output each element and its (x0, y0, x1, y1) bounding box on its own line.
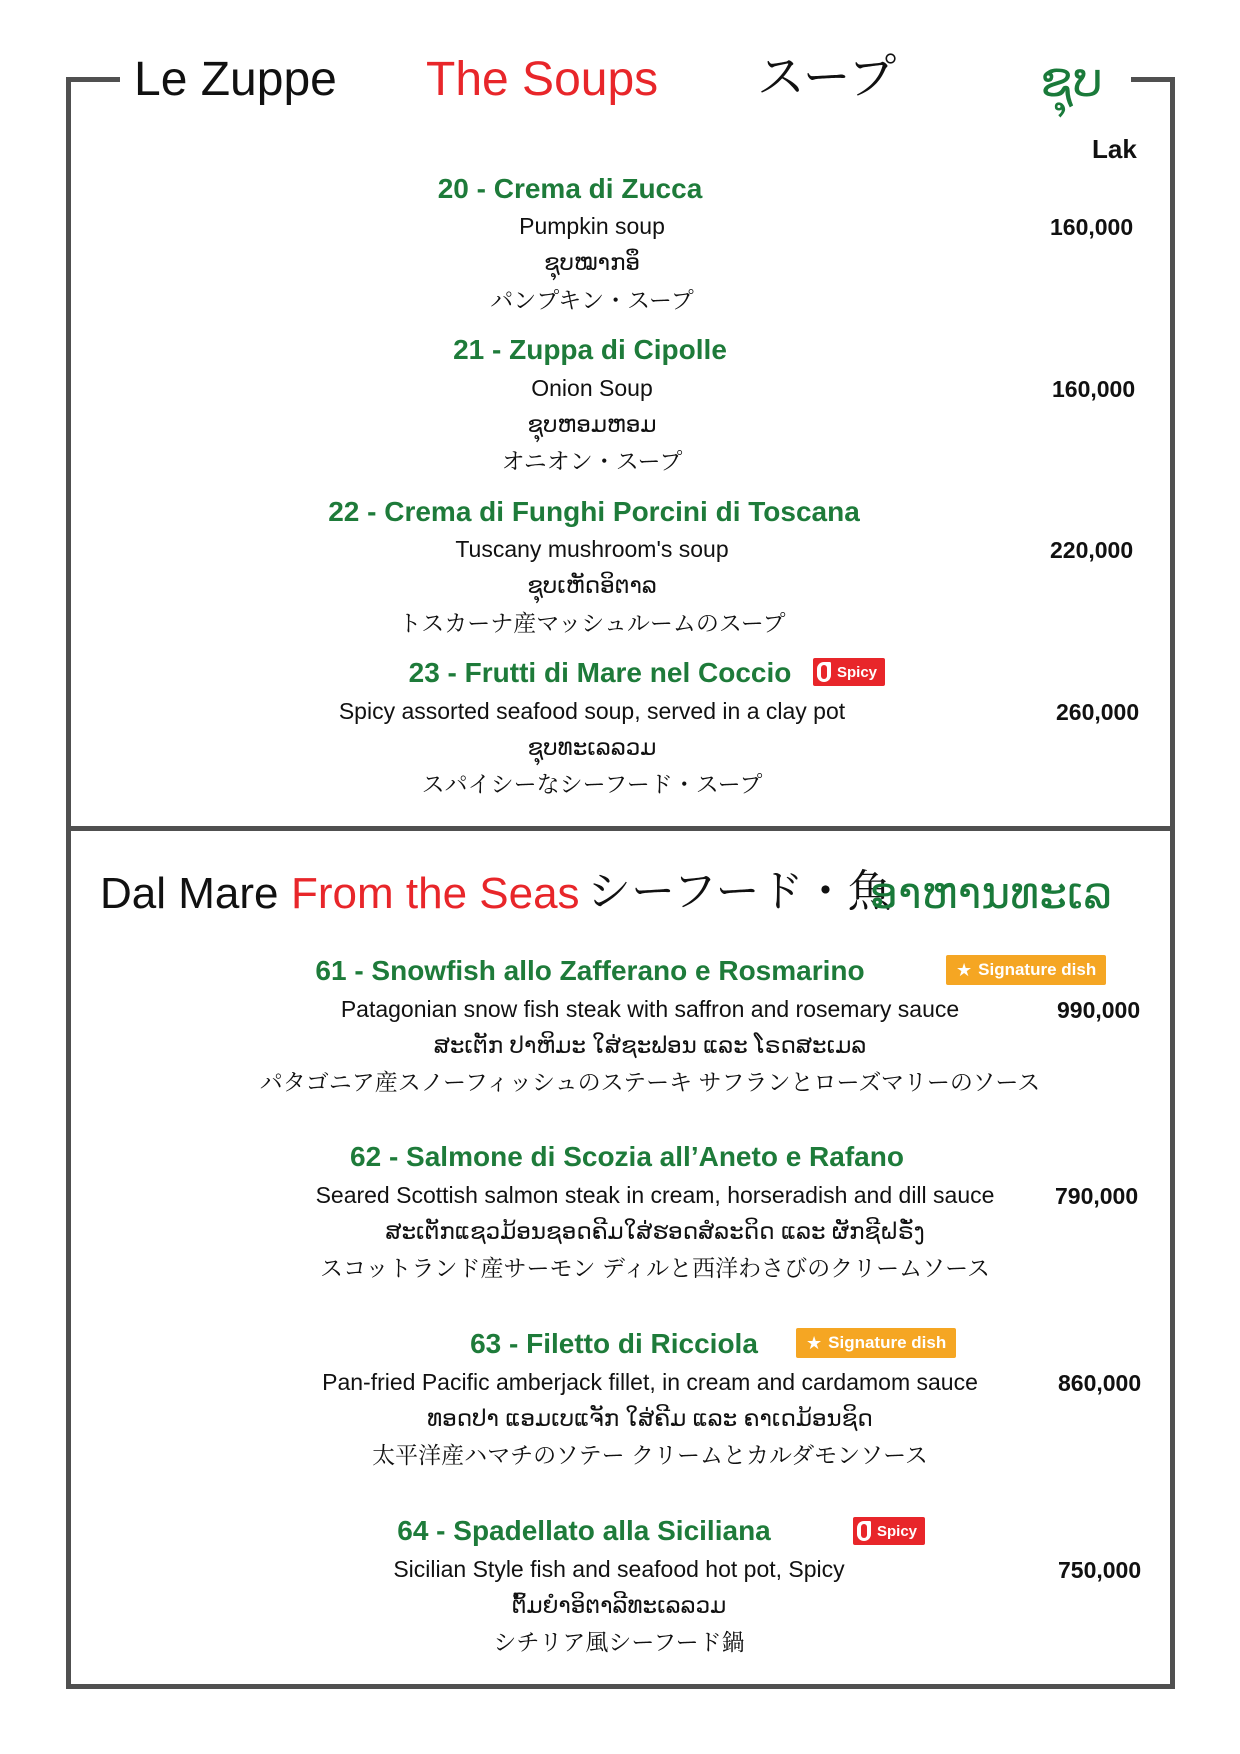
star-icon: ★ (956, 959, 973, 981)
item-price: 260,000 (1056, 699, 1140, 725)
item-english: Onion Soup (531, 375, 653, 401)
seas-header-lao: ອາຫານທະເລ (870, 868, 1113, 919)
item-japanese: オニオン・スープ (501, 448, 683, 474)
item-japanese: スコットランド産サーモン ディルと西洋わさびのクリームソース (320, 1255, 990, 1281)
item-price: 750,000 (1058, 1557, 1142, 1583)
item-japanese: 太平洋産ハマチのソテー クリームとカルダモンソース (372, 1442, 928, 1468)
item-title: 21 - Zuppa di Cipolle (453, 334, 727, 365)
item-title: 22 - Crema di Funghi Porcini di Toscana (328, 496, 860, 527)
item-lao: ສະເຕັກ ປາຫິມະ ໃສ່ຊະຟອນ ແລະ ໂຣດສະເມລ (433, 1032, 867, 1058)
item-english: Tuscany mushroom's soup (455, 536, 729, 562)
seas-header-english: From the Seas (291, 869, 580, 918)
item-price: 160,000 (1050, 214, 1134, 240)
item-english: Sicilian Style fish and seafood hot pot, Spicy (393, 1556, 845, 1582)
item-title: 61 - Snowfish allo Zafferano e Rosmarino (315, 955, 865, 986)
item-lao: ຊຸບຫອມຫອມ (527, 411, 657, 437)
item-price: 990,000 (1057, 997, 1141, 1023)
item-title: 62 - Salmone di Scozia all’Aneto e Rafano (350, 1141, 904, 1172)
signature-badge (796, 1328, 956, 1358)
soups-header-japanese: スープ (757, 51, 897, 104)
frame-bottom (66, 1684, 1175, 1689)
item-english: Seared Scottish salmon steak in cream, horseradish and dill sauce (315, 1182, 995, 1208)
item-japanese: パタゴニア産スノーフィッシュのステーキ サフランとローズマリーのソース (259, 1069, 1041, 1095)
frame-top-left (66, 77, 120, 82)
item-lao: ສະເຕັກແຊວມ້ອນຊອດຄີມໃສ່ຮອດສໍລະດິດ ແລະ ຜັກຊີຝຣັ່ງ (385, 1218, 925, 1244)
item-title: 23 - Frutti di Mare nel Coccio (408, 657, 792, 688)
spicy-badge-label: Spicy (877, 1522, 918, 1540)
item-english: Patagonian snow fish steak with saffron and rosemary sauce (340, 996, 960, 1022)
item-japanese: パンプキン・スープ (490, 287, 694, 313)
item-title: 63 - Filetto di Ricciola (470, 1328, 758, 1359)
item-lao: ຊຸບທະເລລວມ (527, 734, 657, 760)
item-lao: ທອດປາ ແອມເບແຈັກ ໃສ່ຄີມ ແລະ ຄາເດມ້ອນຊິດ (427, 1405, 873, 1431)
soups-header-english: The Soups (426, 53, 659, 106)
signature-badge-label: Signature dish (828, 1333, 947, 1352)
item-english: Spicy assorted seafood soup, served in a clay pot (338, 698, 846, 724)
spicy-badge (853, 1517, 925, 1545)
item-english: Pumpkin soup (519, 213, 665, 239)
frame-divider (66, 826, 1175, 831)
item-price: 220,000 (1050, 537, 1134, 563)
signature-badge (946, 955, 1106, 985)
item-title: 20 - Crema di Zucca (437, 173, 703, 204)
frame-top-right (1131, 77, 1175, 82)
soups-header-italian: Le Zuppe (134, 53, 337, 106)
item-japanese: シチリア風シーフード鍋 (493, 1629, 745, 1655)
spicy-badge-label: Spicy (837, 663, 878, 681)
chili-icon (857, 1521, 871, 1541)
spicy-badge (813, 658, 885, 686)
soups-header-lao: ຊຸບ (1040, 52, 1103, 108)
item-title: 64 - Spadellato alla Siciliana (397, 1515, 771, 1546)
item-english: Pan-fried Pacific amberjack fillet, in cream and cardamom sauce (322, 1369, 978, 1395)
signature-badge-label: Signature dish (978, 960, 1097, 979)
seas-header-japanese: シーフード・魚 (587, 867, 892, 916)
item-price: 860,000 (1058, 1370, 1142, 1396)
star-icon: ★ (806, 1332, 823, 1354)
item-price: 790,000 (1055, 1183, 1139, 1209)
item-lao: ຕົ້ມຍຳອິຕາລີທະເລລວມ (511, 1592, 727, 1618)
currency-label: Lak (1092, 134, 1137, 164)
item-lao: ຊຸບເຫັດອິຕາລ (527, 572, 657, 598)
item-japanese: トスカーナ産マッシュルームのスープ (398, 610, 786, 636)
seas-header-italian: Dal Mare (100, 869, 279, 918)
chili-icon (817, 662, 831, 682)
item-japanese: スパイシーなシーフード・スープ (421, 771, 763, 797)
item-lao: ຊຸບໝາກອຶ (543, 249, 641, 275)
item-price: 160,000 (1052, 376, 1136, 402)
